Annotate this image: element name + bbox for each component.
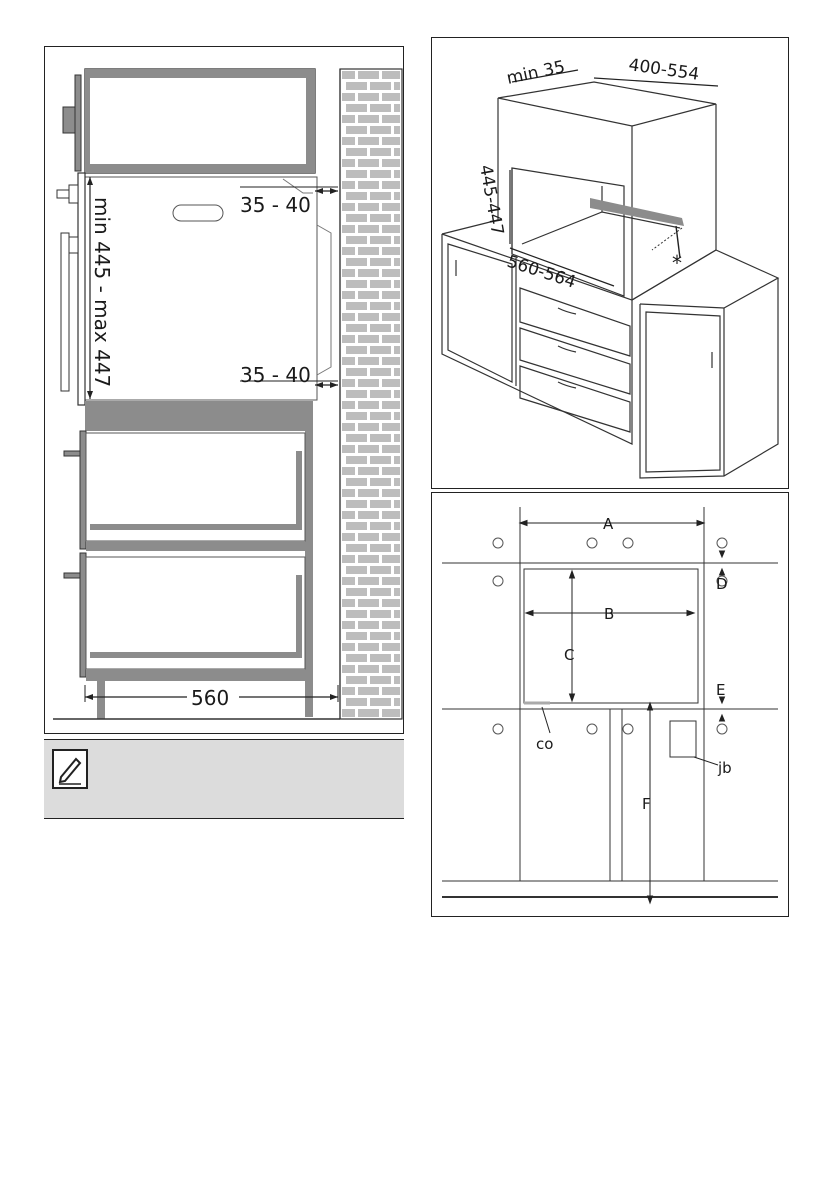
bottom-gap-label: 35 - 40 bbox=[240, 363, 311, 387]
perspective-drawing bbox=[432, 38, 789, 489]
side-section-figure bbox=[44, 46, 404, 734]
niche-width-label: 560-564 bbox=[504, 251, 579, 293]
label-a: A bbox=[603, 515, 614, 533]
min35-label: min 35 bbox=[504, 57, 567, 89]
label-e: E bbox=[716, 681, 726, 699]
width-dimension-label: 560 bbox=[191, 686, 230, 710]
top-gap-label: 35 - 40 bbox=[240, 193, 311, 217]
label-d: D bbox=[716, 575, 728, 593]
worktop bbox=[85, 401, 313, 431]
side-section-drawing bbox=[45, 47, 404, 734]
label-jb: jb bbox=[718, 759, 732, 777]
upper-cabinet bbox=[85, 69, 315, 173]
pencil-note-icon bbox=[52, 749, 88, 789]
label-co: co bbox=[536, 735, 554, 753]
note-box bbox=[44, 739, 404, 819]
label-c: C bbox=[564, 646, 575, 664]
perspective-figure bbox=[431, 37, 789, 489]
label-b: B bbox=[604, 605, 615, 623]
top-depth-label: 400-554 bbox=[627, 55, 701, 85]
niche-height-label: 445-447 bbox=[475, 163, 508, 237]
label-f: F bbox=[642, 795, 651, 813]
height-dimension-label: min 445 - max 447 bbox=[90, 197, 114, 388]
front-elevation-figure bbox=[431, 492, 789, 917]
front-elevation-drawing bbox=[432, 493, 789, 917]
asterisk-mark: * bbox=[672, 251, 682, 275]
